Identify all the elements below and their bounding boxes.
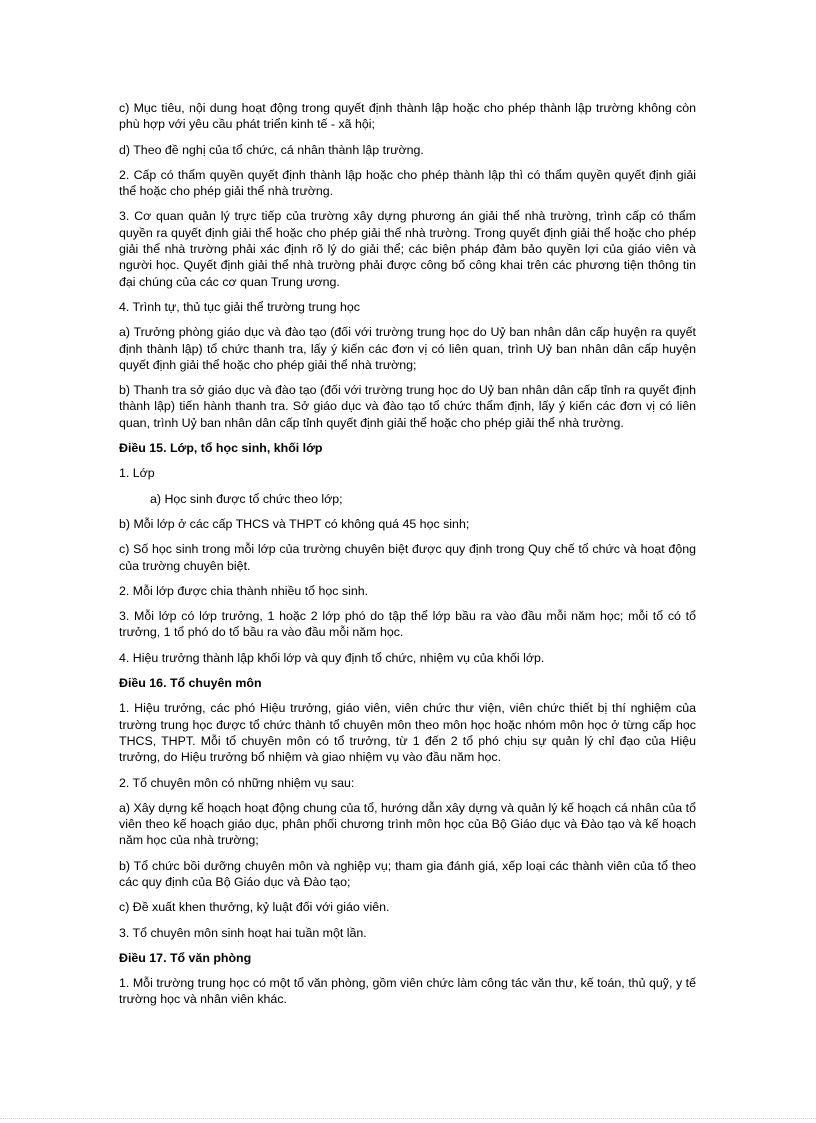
article-heading: Điều 16. Tổ chuyên môn	[119, 676, 262, 691]
paragraph: a) Trưởng phòng giáo dục và đào tạo (đối với trường trung học do Uỷ ban nhân dân cấp huyện ra quyết định thành lập) tổ chức thanh tra, lấy ý kiến các đơn vị có liên quan, trình Uỷ ban nhân dân cấp huyện quyết định giải thể hoặc cho phép giải thể nhà trường;	[119, 325, 696, 372]
paragraph: 4. Hiệu trưởng thành lập khối lớp và quy định tổ chức, nhiệm vụ của khối lớp.	[119, 650, 545, 665]
paragraph: 4. Trình tự, thủ tục giải thể trường trung học	[119, 299, 360, 314]
document-page	[119, 100, 696, 1017]
article-heading: Điều 17. Tổ văn phòng	[119, 950, 252, 965]
paragraph: 2. Cấp có thẩm quyền quyết định thành lập hoặc cho phép thành lập thì có thẩm quyền quyết định giải thể hoặc cho phép giải thể nhà trường.	[119, 167, 696, 199]
paragraph: d) Theo đề nghị của tổ chức, cá nhân thành lập trường.	[119, 142, 424, 157]
paragraph: 1. Lớp	[119, 466, 155, 481]
article-heading: Điều 15. Lớp, tổ học sinh, khối lớp	[119, 441, 323, 456]
paragraph: 3. Mỗi lớp có lớp trưởng, 1 hoặc 2 lớp phó do tập thể lớp bầu ra vào đầu mỗi năm học; mỗi tổ có tổ trưởng, 1 tổ phó do tổ bầu ra vào đầu mỗi năm học.	[119, 609, 696, 640]
paragraph: 1. Hiệu trưởng, các phó Hiệu trưởng, giáo viên, viên chức thư viện, viên chức thiết bị thí nghiệm của trường trung học được tổ chức thành tổ chuyên môn theo môn học hoặc nhóm môn học ở từng cấp học THCS, THPT. Mỗi tổ chuyên môn có tổ trưởng, từ 1 đến 2 tổ phó chịu sự quản lý chỉ đạo của Hiệu trưởng, do Hiệu trưởng bổ nhiệm và giao nhiệm vụ vào đầu năm học.	[119, 701, 696, 765]
paragraph: b) Tổ chức bồi dưỡng chuyên môn và nghiệp vụ; tham gia đánh giá, xếp loại các thành viên của tổ theo các quy định của Bộ Giáo dục và Đào tạo;	[119, 858, 696, 889]
paragraph: c) Mục tiêu, nội dung hoạt động trong quyết định thành lập hoặc cho phép thành lập trường không còn phù hợp với yêu cầu phát triển kinh tế - xã hội;	[119, 101, 696, 132]
paragraph: 3. Cơ quan quản lý trực tiếp của trường xây dựng phương án giải thể nhà trường, trình cấp có thẩm quyền ra quyết định giải thể hoặc cho phép giải thể nhà trường. Trong quyết định giải thể hoặc cho phép giải thể nhà trường phải xác định rõ lý do giải thể; các biện pháp đảm bảo quyền lợi của giáo viên và người học. Quyết định giải thể nhà trường phải được công bố công khai trên các phương tiện thông tin đại chúng của các cơ quan Trung ương.	[119, 209, 696, 289]
paragraph: c) Đề xuất khen thưởng, kỷ luật đối với giáo viên.	[119, 900, 390, 915]
paragraph: a) Học sinh được tổ chức theo lớp;	[150, 491, 343, 506]
paragraph: 2. Tổ chuyên môn có những nhiệm vụ sau:	[119, 775, 355, 790]
paragraph: a) Xây dựng kế hoạch hoạt động chung của tổ, hướng dẫn xây dựng và quản lý kế hoạch cá nhân của tổ viên theo kế hoạch giáo dục, phân phối chương trình môn học của Bộ Giáo dục và Đào tạo và kế hoạch năm học của nhà trường;	[119, 800, 696, 848]
paragraph: 1. Mỗi trường trung học có một tổ văn phòng, gồm viên chức làm công tác văn thư, kế toán, thủ quỹ, y tế trường học và nhân viên khác.	[119, 976, 696, 1007]
paragraph: b) Mỗi lớp ở các cấp THCS và THPT có không quá 45 học sinh;	[119, 516, 470, 531]
page-bottom-divider	[0, 1118, 816, 1120]
paragraph: 3. Tổ chuyên môn sinh hoạt hai tuần một lần.	[119, 925, 367, 940]
paragraph: c) Số học sinh trong mỗi lớp của trường chuyên biệt được quy định trong Quy chế tổ chức và hoạt động của trường chuyên biệt.	[119, 542, 696, 573]
paragraph: 2. Mỗi lớp được chia thành nhiều tổ học sinh.	[119, 583, 369, 598]
paragraph: b) Thanh tra sở giáo dục và đào tạo (đối với trường trung học do Uỷ ban nhân dân cấp tỉnh ra quyết định thành lập) tiến hành thanh tra. Sở giáo dục và đào tạo tổ chức thẩm định, lấy ý kiến các đơn vị có liên quan, trình Uỷ ban nhân dân cấp tỉnh quyết định giải thể hoặc cho phép giải thể nhà trường.	[119, 383, 696, 430]
